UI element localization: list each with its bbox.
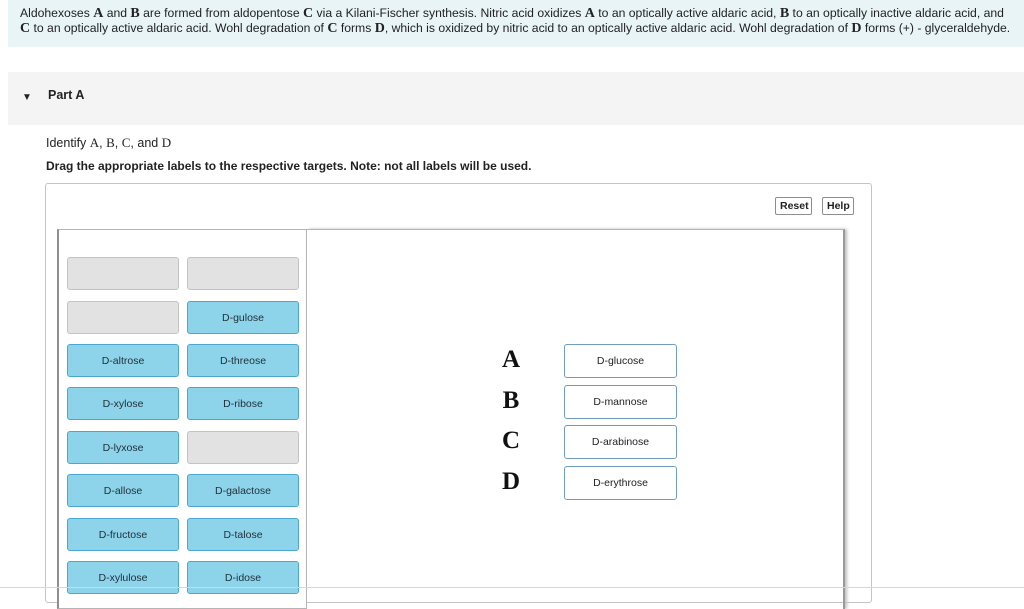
var-c: C: [20, 21, 31, 36]
var-c: C: [327, 21, 338, 36]
problem-text: forms (+) - glyceraldehyde.: [861, 21, 1011, 35]
var-d: D: [161, 135, 172, 150]
label-chip[interactable]: [67, 257, 179, 290]
identify-text: Identify: [46, 136, 90, 150]
var-a: A: [89, 135, 100, 150]
label-chip[interactable]: D-xylulose: [67, 561, 179, 594]
problem-statement: [8, 0, 1024, 47]
identify-prompt: [46, 135, 171, 151]
label-chip[interactable]: D-gulose: [187, 301, 299, 334]
part-a-header[interactable]: [8, 72, 1024, 125]
help-button[interactable]: Help: [822, 197, 854, 215]
label-chip[interactable]: [67, 301, 179, 334]
problem-text: to an optically inactive aldaric acid, and: [789, 6, 1004, 20]
label-chip[interactable]: D-allose: [67, 474, 179, 507]
label-chip[interactable]: D-idose: [187, 561, 299, 594]
var-b: B: [130, 6, 140, 21]
var-b: B: [779, 6, 790, 21]
identify-text: ,: [99, 136, 107, 150]
target-letter-c: C: [501, 427, 521, 454]
label-chip[interactable]: D-threose: [187, 344, 299, 377]
var-c: C: [303, 6, 314, 21]
var-d: D: [374, 21, 385, 36]
label-chip[interactable]: D-xylose: [67, 387, 179, 420]
drop-target-c[interactable]: D-arabinose: [564, 425, 677, 459]
var-d: D: [851, 21, 862, 36]
label-chip[interactable]: D-altrose: [67, 344, 179, 377]
problem-text: , which is oxidized by nitric acid to an optically active aldaric acid. Wohl degradation of: [384, 21, 852, 35]
divider: [0, 587, 1024, 588]
label-chip[interactable]: D-galactose: [187, 474, 299, 507]
label-chip[interactable]: [187, 431, 299, 464]
var-c: C: [121, 135, 131, 150]
var-a: A: [584, 6, 595, 21]
var-b: B: [106, 135, 115, 150]
target-letter-a: A: [501, 346, 521, 373]
problem-text: via a Kilani-Fischer synthesis. Nitric acid oxidizes: [313, 6, 585, 20]
instructions: Drag the appropriate labels to the respective targets. Note: not all labels will be used.: [46, 159, 532, 173]
problem-text: Aldohexoses: [20, 6, 94, 20]
drop-target-a[interactable]: D-glucose: [564, 344, 677, 378]
reset-button[interactable]: Reset: [775, 197, 812, 215]
identify-text: ,: [114, 136, 122, 150]
problem-text: forms: [337, 21, 375, 35]
label-chip[interactable]: D-ribose: [187, 387, 299, 420]
drop-target-d[interactable]: D-erythrose: [564, 466, 677, 500]
drop-target-b[interactable]: D-mannose: [564, 385, 677, 419]
problem-text: to an optically active aldaric acid. Wohl degradation of: [30, 21, 328, 35]
problem-text: and: [103, 6, 131, 20]
collapse-triangle-icon[interactable]: ▼: [22, 92, 32, 103]
label-chip[interactable]: [187, 257, 299, 290]
target-letter-d: D: [501, 468, 521, 495]
target-letter-b: B: [502, 387, 520, 414]
problem-text: are formed from aldopentose: [139, 6, 304, 20]
part-title: Part A: [48, 88, 85, 102]
problem-text: to an optically active aldaric acid,: [594, 6, 780, 20]
label-chip[interactable]: D-lyxose: [67, 431, 179, 464]
identify-text: , and: [130, 136, 162, 150]
drop-area: [307, 229, 845, 609]
label-chip[interactable]: D-fructose: [67, 518, 179, 551]
label-chip[interactable]: D-talose: [187, 518, 299, 551]
var-a: A: [93, 6, 104, 21]
